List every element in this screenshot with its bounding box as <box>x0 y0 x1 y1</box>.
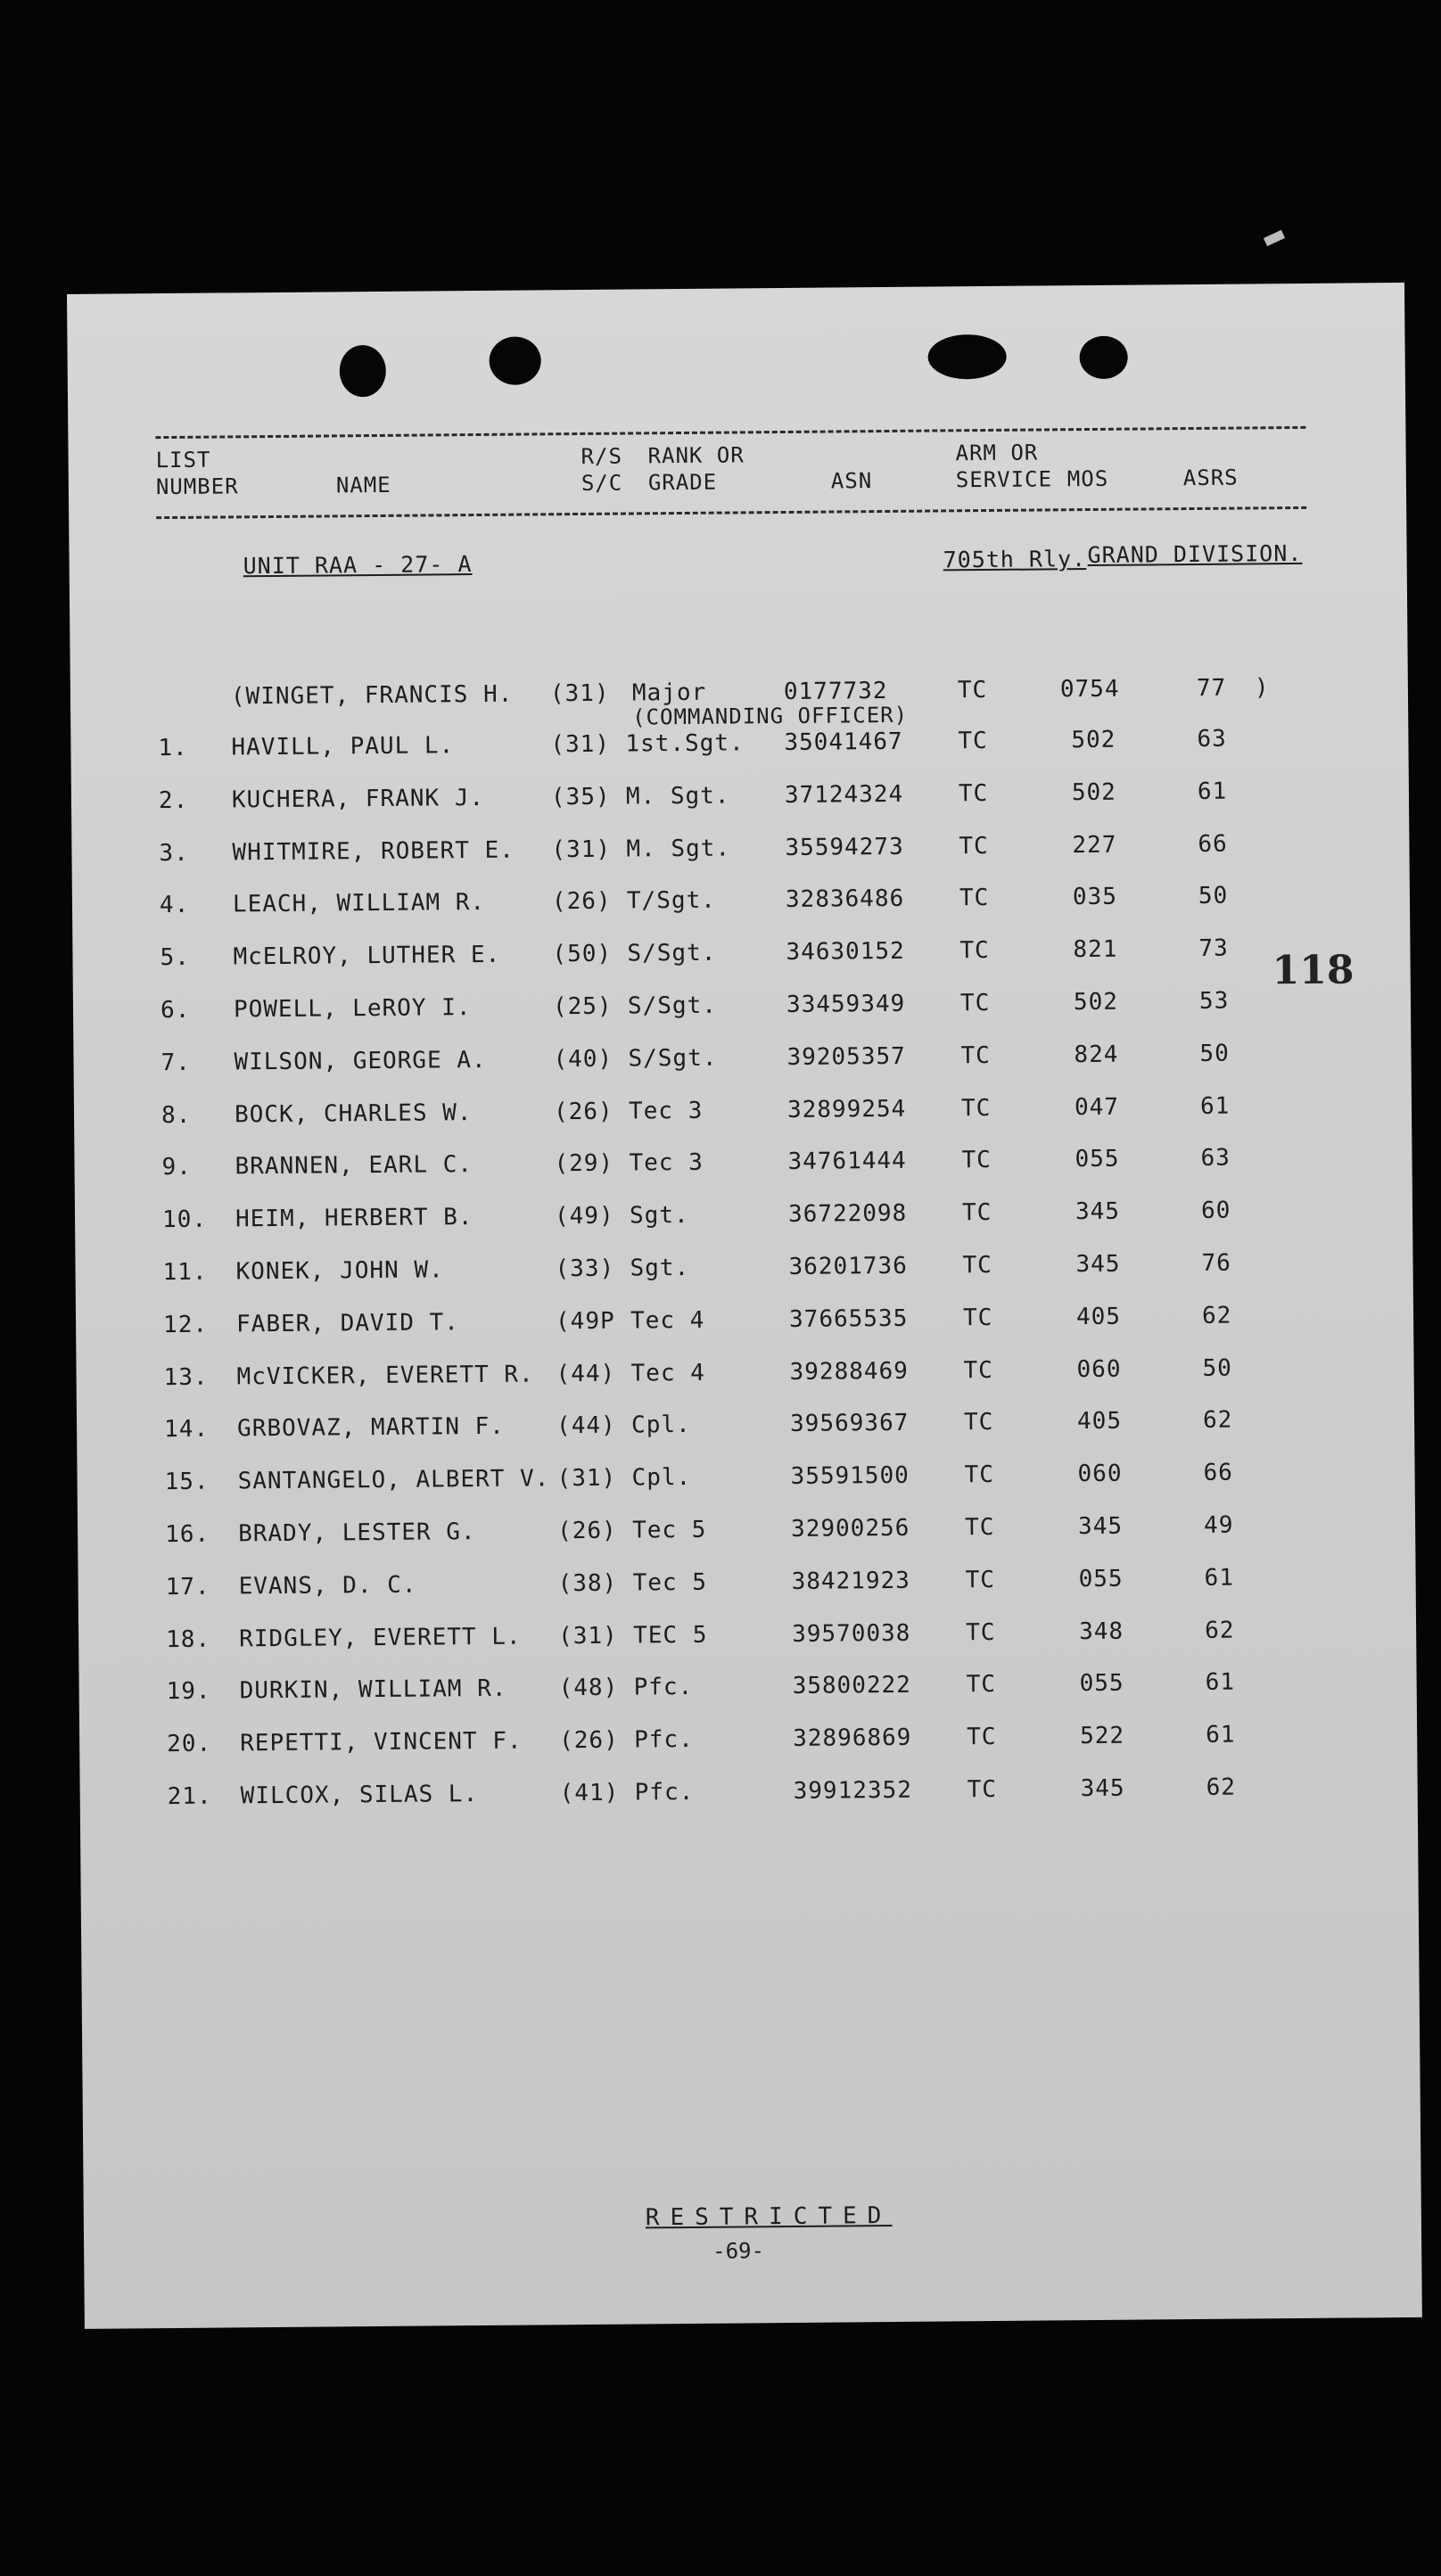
rs-code: (41) <box>559 1779 620 1807</box>
co-name: (WINGET, FRANCIS H. <box>230 680 514 711</box>
unit-battalion: 705th Rly. <box>943 546 1087 573</box>
rs-code: (49) <box>554 1202 614 1230</box>
asrs-score: 62 <box>1202 1407 1233 1435</box>
asrs-score: 60 <box>1200 1197 1231 1225</box>
co-arm: TC <box>957 677 988 704</box>
co-close-bracket: ) <box>1254 674 1269 702</box>
asn: 39570038 <box>792 1619 911 1648</box>
mos: 405 <box>1075 1303 1122 1330</box>
arm-service: TC <box>960 1094 992 1122</box>
asn: 36201736 <box>788 1252 908 1280</box>
soldier-name: RIDGLEY, EVERETT L. <box>239 1623 522 1652</box>
arm-service: TC <box>962 1251 992 1280</box>
arm-service: TC <box>959 937 990 965</box>
arm-service: TC <box>958 728 988 755</box>
table-row <box>80 1773 1418 1836</box>
list-number: 15. <box>164 1468 210 1496</box>
asn: 39288469 <box>789 1357 909 1386</box>
rs-code: (31) <box>551 835 612 863</box>
asn: 32900256 <box>790 1514 910 1543</box>
arm-service: TC <box>966 1618 996 1646</box>
mos: 227 <box>1072 831 1117 859</box>
rank: Tec 5 <box>632 1568 708 1597</box>
rank: T/Sgt. <box>626 887 717 915</box>
arm-service: TC <box>962 1304 993 1332</box>
asn: 35041467 <box>784 728 903 756</box>
arm-service: TC <box>961 1199 992 1227</box>
asn: 33459349 <box>786 990 906 1018</box>
rank: Tec 3 <box>628 1097 704 1125</box>
asn: 39569367 <box>789 1410 910 1438</box>
arm-service: TC <box>961 1147 992 1174</box>
mos: 502 <box>1071 778 1117 806</box>
list-number: 10. <box>161 1206 208 1234</box>
unit-designation: UNIT RAA - 27- A <box>243 551 473 580</box>
asn: 38421923 <box>791 1567 910 1595</box>
co-asrs: 77 <box>1196 674 1227 702</box>
list-number: 1. <box>158 734 188 762</box>
rs-code: (29) <box>554 1150 614 1178</box>
arm-service: TC <box>959 885 990 912</box>
asrs-score: 62 <box>1204 1617 1235 1644</box>
rank: M. Sgt. <box>625 782 730 811</box>
soldier-name: SANTANGELO, ALBERT V. <box>237 1465 550 1495</box>
rank: 1st.Sgt. <box>625 729 745 758</box>
list-number: 8. <box>161 1101 192 1129</box>
list-number: 20. <box>167 1730 212 1758</box>
mos: 055 <box>1078 1565 1124 1593</box>
list-number: 16. <box>165 1520 210 1549</box>
rank: Pfc. <box>633 1674 694 1701</box>
rank: TEC 5 <box>633 1621 708 1650</box>
rank: S/Sgt. <box>628 1044 718 1073</box>
folio-number: 118 <box>1272 947 1355 994</box>
header-rank-grade: RANK OR GRADE <box>647 442 745 496</box>
arm-service: TC <box>964 1513 995 1542</box>
list-number: 13. <box>163 1363 209 1391</box>
asrs-score: 49 <box>1203 1511 1234 1539</box>
asrs-score: 63 <box>1200 1145 1231 1173</box>
asn: 35591500 <box>790 1461 910 1491</box>
mos: 060 <box>1076 1355 1122 1383</box>
rank: Cpl. <box>631 1464 692 1492</box>
rs-code: (26) <box>551 888 612 916</box>
soldier-name: McELROY, LUTHER E. <box>233 941 501 971</box>
scan-speck <box>1264 230 1285 246</box>
mos: 055 <box>1075 1146 1120 1173</box>
punch-hole <box>340 345 387 397</box>
asrs-score: 63 <box>1197 725 1227 753</box>
header-arm-service: ARM OR SERVICE <box>955 440 1053 493</box>
rs-code: (40) <box>553 1045 613 1074</box>
list-number: 2. <box>158 786 189 814</box>
header-top-rule <box>155 426 1305 439</box>
asrs-score: 62 <box>1206 1774 1237 1801</box>
soldier-name: BRANNEN, EARL C. <box>235 1151 473 1181</box>
soldier-name: EVANS, D. C. <box>238 1571 417 1601</box>
mos: 047 <box>1074 1093 1120 1121</box>
list-number: 3. <box>159 839 189 867</box>
rs-code: (26) <box>553 1098 613 1125</box>
header-asrs: ASRS <box>1182 465 1239 491</box>
list-number: 9. <box>161 1154 192 1181</box>
list-number: 17. <box>165 1573 210 1601</box>
asrs-score: 50 <box>1199 1040 1230 1067</box>
list-number: 11. <box>162 1258 208 1287</box>
rs-code: (31) <box>556 1464 617 1493</box>
rank: Pfc. <box>634 1726 694 1754</box>
rs-code: (31) <box>550 730 611 759</box>
soldier-name: LEACH, WILLIAM R. <box>232 889 486 918</box>
mos: 055 <box>1079 1670 1124 1698</box>
asrs-score: 61 <box>1204 1564 1235 1592</box>
list-number: 19. <box>166 1678 211 1706</box>
list-number: 18. <box>166 1625 211 1653</box>
co-rs: (31) <box>549 679 610 708</box>
asn: 32836486 <box>785 885 905 914</box>
list-number: 7. <box>161 1049 191 1076</box>
arm-service: TC <box>959 989 991 1017</box>
mos: 502 <box>1071 726 1116 754</box>
co-mos: 0754 <box>1059 675 1120 704</box>
punch-hole <box>927 334 1006 380</box>
rs-code: (26) <box>559 1726 619 1755</box>
asrs-score: 50 <box>1198 883 1229 910</box>
arm-service: TC <box>960 1041 991 1070</box>
rs-code: (49P <box>555 1307 615 1336</box>
soldier-name: DURKIN, WILLIAM R. <box>239 1675 507 1705</box>
arm-service: TC <box>965 1566 996 1594</box>
header-rs-sc: R/S S/C <box>581 443 623 496</box>
rank: Cpl. <box>630 1411 691 1439</box>
asrs-score: 61 <box>1205 1669 1236 1697</box>
soldier-name: REPETTI, VINCENT F. <box>240 1727 523 1757</box>
rank: S/Sgt. <box>627 939 717 967</box>
rank: Tec 4 <box>630 1359 705 1387</box>
unit-division: GRAND DIVISION. <box>1087 539 1303 569</box>
asn: 32899254 <box>786 1095 907 1123</box>
rank: Sgt. <box>630 1254 690 1282</box>
arm-service: TC <box>963 1356 994 1384</box>
mos: 060 <box>1077 1460 1123 1488</box>
list-number: 5. <box>160 944 190 972</box>
restricted-stamp: RESTRICTED <box>645 2202 893 2232</box>
asn: 35800222 <box>792 1672 912 1700</box>
soldier-name: KONEK, JOHN W. <box>235 1256 444 1286</box>
arm-service: TC <box>959 832 989 860</box>
list-number: 4. <box>159 892 190 919</box>
asn: 35594273 <box>785 833 904 861</box>
rank: Tec 4 <box>630 1306 705 1335</box>
soldier-name: BRADY, LESTER G. <box>238 1518 476 1548</box>
header-mos: MOS <box>1066 465 1109 492</box>
rs-code: (25) <box>552 992 613 1021</box>
page-number: -69- <box>712 2238 765 2264</box>
arm-service: TC <box>967 1724 997 1751</box>
rs-code: (48) <box>558 1675 619 1702</box>
soldier-name: WHITMIRE, ROBERT E. <box>232 836 515 866</box>
mos: 821 <box>1073 935 1118 964</box>
asn: 36722098 <box>787 1200 908 1229</box>
rs-code: (35) <box>550 783 611 811</box>
mos: 035 <box>1072 884 1118 911</box>
mos: 522 <box>1080 1722 1125 1750</box>
rs-code: (26) <box>556 1517 617 1545</box>
header-bottom-rule <box>156 506 1306 519</box>
asrs-score: 61 <box>1197 778 1228 805</box>
asrs-score: 66 <box>1198 830 1228 858</box>
soldier-name: HAVILL, PAUL L. <box>231 732 455 761</box>
asrs-score: 61 <box>1206 1721 1236 1749</box>
punch-hole <box>1079 336 1127 379</box>
co-rank: Major <box>631 679 707 707</box>
mos: 345 <box>1075 1197 1121 1226</box>
list-number: 14. <box>163 1416 210 1444</box>
rs-code: (33) <box>555 1255 615 1283</box>
rs-code: (44) <box>556 1360 616 1387</box>
soldier-name: FABER, DAVID T. <box>235 1309 460 1338</box>
soldier-name: HEIM, HERBERT B. <box>235 1204 473 1233</box>
asn: 37665535 <box>788 1304 909 1333</box>
mos: 824 <box>1074 1041 1119 1068</box>
asrs-score: 53 <box>1198 987 1230 1015</box>
asn: 32896869 <box>793 1724 912 1753</box>
header-asn: ASN <box>830 468 873 494</box>
asn: 39205357 <box>786 1042 906 1071</box>
mos: 348 <box>1078 1617 1124 1645</box>
asn: 34761444 <box>787 1148 907 1176</box>
list-number: 6. <box>160 996 191 1025</box>
asrs-score: 62 <box>1201 1302 1232 1329</box>
arm-service: TC <box>966 1671 997 1699</box>
mos: 405 <box>1076 1408 1123 1436</box>
header-list-number: LIST NUMBER <box>155 447 239 500</box>
asn: 39912352 <box>793 1776 913 1805</box>
soldier-name: WILCOX, SILAS L. <box>240 1781 479 1810</box>
rs-code: (31) <box>558 1622 618 1650</box>
rank: Tec 5 <box>631 1516 707 1544</box>
mos: 345 <box>1077 1512 1124 1541</box>
mos: 345 <box>1080 1774 1125 1803</box>
list-number: 12. <box>162 1311 209 1338</box>
asn: 37124324 <box>784 780 904 809</box>
mos: 502 <box>1073 988 1119 1016</box>
asn: 34630152 <box>786 938 905 967</box>
asrs-score: 73 <box>1198 934 1229 963</box>
arm-service: TC <box>967 1775 998 1804</box>
punch-hole <box>489 336 540 385</box>
mos: 345 <box>1075 1250 1121 1279</box>
arm-service: TC <box>964 1461 995 1489</box>
co-asn: 0177732 <box>783 677 888 706</box>
asrs-score: 50 <box>1202 1354 1233 1382</box>
soldier-name: KUCHERA, FRANK J. <box>231 784 485 814</box>
co-note: (COMMANDING OFFICER) <box>632 702 909 730</box>
soldier-name: WILSON, GEORGE A. <box>234 1046 487 1076</box>
asrs-score: 66 <box>1203 1459 1234 1487</box>
soldier-name: McVICKER, EVERETT R. <box>236 1361 534 1390</box>
header-name: NAME <box>335 472 391 498</box>
rs-code: (44) <box>556 1412 616 1440</box>
rank: Tec 3 <box>629 1149 704 1177</box>
arm-service: TC <box>958 779 989 808</box>
document-page <box>67 283 1422 2329</box>
rank: M. Sgt. <box>626 835 731 863</box>
soldier-name: POWELL, LeROY I. <box>233 994 472 1024</box>
arm-service: TC <box>963 1409 994 1436</box>
rs-code: (50) <box>552 940 613 968</box>
rank: Sgt. <box>629 1202 689 1230</box>
asrs-score: 61 <box>1199 1092 1231 1120</box>
rank: S/Sgt. <box>627 992 718 1020</box>
rs-code: (38) <box>557 1569 618 1598</box>
soldier-name: BOCK, CHARLES W. <box>234 1099 473 1128</box>
list-number: 21. <box>167 1782 212 1811</box>
rank: Pfc. <box>634 1778 695 1806</box>
asrs-score: 76 <box>1201 1249 1231 1277</box>
soldier-name: GRBOVAZ, MARTIN F. <box>236 1413 505 1443</box>
